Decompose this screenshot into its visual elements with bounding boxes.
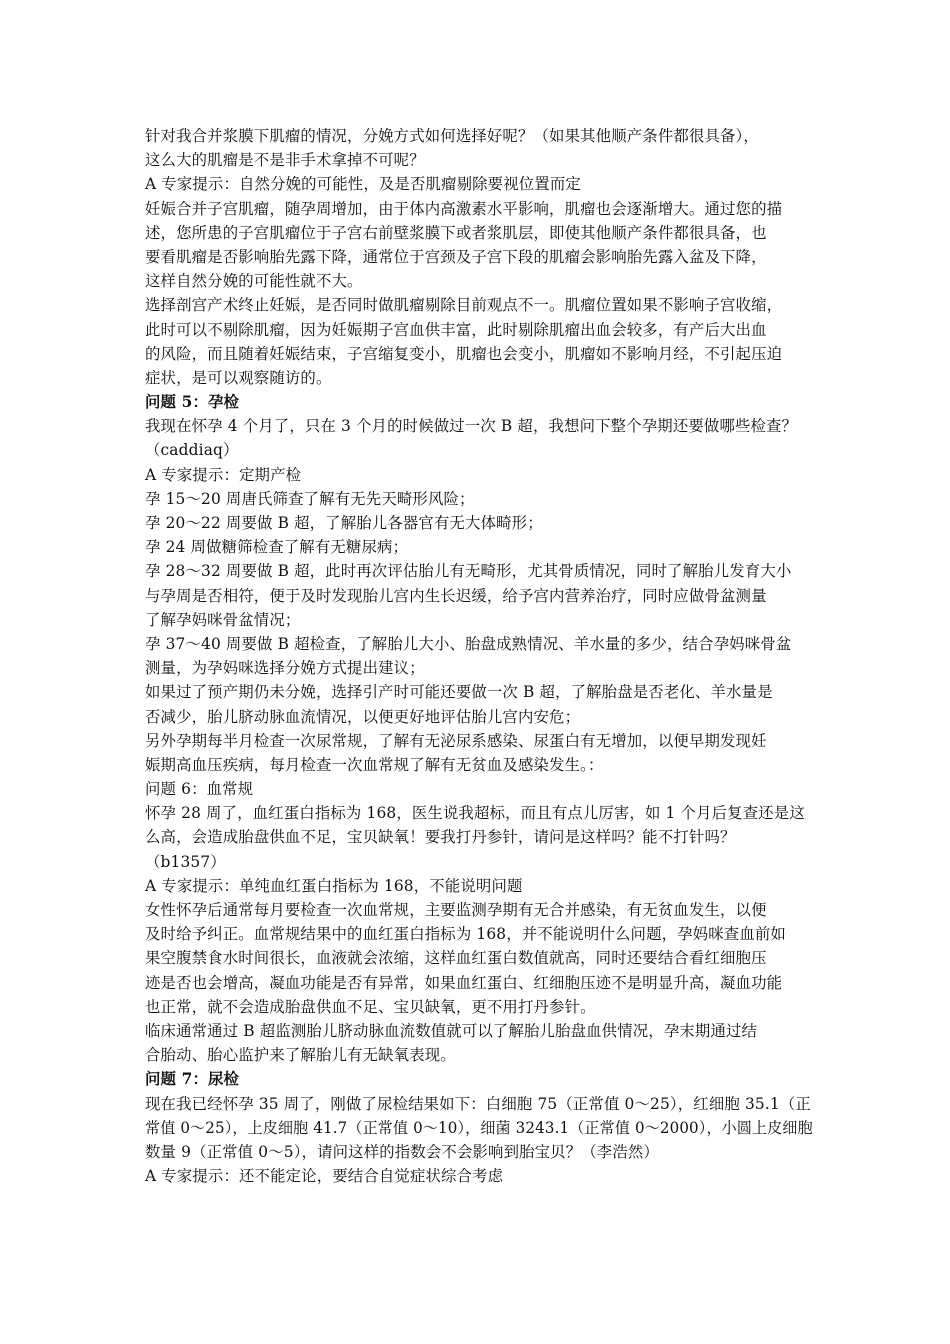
text-line: 也正常，就不会造成胎盘供血不足、宝贝缺氧，更不用打丹参针。: [145, 997, 596, 1016]
text-line: 要看肌瘤是否影响胎先露下降，通常位于宫颈及子宫下段的肌瘤会影响胎先露入盆及下降，: [145, 247, 767, 266]
text-line: 么高，会造成胎盘供血不足，宝贝缺氧！要我打丹参针，请问是这样吗？能不打针吗？: [145, 828, 736, 847]
text-line: 果空腹禁食水时间很长，血液就会浓缩，这样血红蛋白数值就高，同时还要结合看红细胞压: [145, 949, 767, 968]
text-line: 我现在怀孕 4 个月了，只在 3 个月的时候做过一次 B 超，我想问下整个孕期还要做哪些检查？: [145, 417, 798, 436]
text-line: A 专家提示：自然分娩的可能性，及是否肌瘤剔除要视位置而定: [145, 175, 581, 194]
text-line: 这样自然分娩的可能性就不大。: [145, 272, 363, 291]
text-line: A 专家提示：单纯血红蛋白指标为 168，不能说明问题: [145, 876, 523, 895]
text-line: 现在我已经怀孕 35 周了，刚做了尿检结果如下：白细胞 75（正常值 0～25），红细胞 35.1（正: [145, 1094, 811, 1113]
text-line: 了解孕妈咪骨盆情况；: [145, 610, 301, 629]
text-line: 及时给予纠正。血常规结果中的血红蛋白指标为 168，并不能说明什么问题，孕妈咪查血前如: [145, 925, 786, 944]
text-line: 孕 24 周做糖筛检查了解有无糖尿病；: [145, 538, 409, 557]
text-line: 测量，为孕妈咪选择分娩方式提出建议；: [145, 659, 425, 678]
text-line: 症状，是可以观察随访的。: [145, 368, 332, 387]
text-line: 否减少，胎儿脐动脉血流情况，以便更好地评估胎儿宫内安危；: [145, 707, 581, 726]
text-line: 合胎动、胎心监护来了解胎儿有无缺氧表现。: [145, 1046, 456, 1065]
text-line: 述，您所患的子宫肌瘤位于子宫右前壁浆膜下或者浆肌层，即使其他顺产条件都很具备，也: [145, 223, 767, 242]
text-line: 妊娠合并子宫肌瘤，随孕周增加，由于体内高激素水平影响，肌瘤也会逐渐增大。通过您的描: [145, 199, 783, 218]
text-line: 女性怀孕后通常每月要检查一次血常规，主要监测孕期有无合并感染，有无贫血发生，以便: [145, 901, 767, 919]
text-line: 孕 28～32 周要做 B 超，此时再次评估胎儿有无畸形，尤其骨质情况，同时了解胎儿发育大小: [145, 562, 792, 581]
text-line: 选择剖宫产术终止妊娠，是否同时做肌瘤剔除目前观点不一。肌瘤位置如果不影响子宫收缩，: [145, 296, 783, 315]
text-line: 娠期高血压疾病，每月检查一次血常规了解有无贫血及感染发生。：: [145, 755, 604, 774]
text-line: 怀孕 28 周了，血红蛋白指标为 168，医生说我超标，而且有点儿厉害，如 1 个月后复查还是这: [145, 804, 805, 823]
text-line: 孕 20～22 周要做 B 超，了解胎儿各器官有无大体畸形；: [145, 514, 543, 532]
text-line: （b1357）: [145, 852, 226, 871]
section-heading: 问题 5：孕检: [145, 393, 240, 412]
text-line: 这么大的肌瘤是不是非手术拿掉不可呢？: [145, 151, 425, 170]
text-line: 临床通常通过 B 超监测胎儿脐动脉血流数值就可以了解胎儿胎盘血供情况，孕末期通过结: [145, 1021, 758, 1040]
text-line: 另外孕期每半月检查一次尿常规，了解有无泌尿系感染、尿蛋白有无增加，以便早期发现妊: [145, 731, 767, 750]
document-body: [145, 124, 813, 1188]
text-line: 孕 15～20 周唐氏筛查了解有无先天畸形风险；: [145, 489, 475, 508]
text-line: 此时可以不剔除肌瘤，因为妊娠期子宫血供丰富，此时剔除肌瘤出血会较多，有产后大出血: [145, 320, 767, 339]
text-line: 迹是否也会增高，凝血功能是否有异常，如果血红蛋白、红细胞压迹不是明显升高，凝血功能: [145, 973, 783, 992]
text-line: （caddiaq）: [145, 441, 239, 460]
text-line: 数量 9（正常值 0～5），请问这样的指数会不会影响到胎宝贝？（李浩然）: [145, 1142, 659, 1161]
text-line: 针对我合并浆膜下肌瘤的情况，分娩方式如何选择好呢？（如果其他顺产条件都很具备），: [145, 127, 759, 145]
text-line: 的风险，而且随着妊娠结束，子宫缩复变小，肌瘤也会变小，肌瘤如不影响月经，不引起压迫: [145, 344, 783, 363]
text-line: A 专家提示：定期产检: [145, 465, 302, 484]
text-line: 与孕周是否相符，便于及时发现胎儿宫内生长迟缓，给予宫内营养治疗，同时应做骨盆测量: [145, 586, 767, 605]
section-heading: 问题 7：尿检: [145, 1070, 240, 1089]
text-line: 如果过了预产期仍未分娩，选择引产时可能还要做一次 B 超，了解胎盘是否老化、羊水量是: [145, 683, 773, 702]
text-line: 常值 0～25），上皮细胞 41.7（正常值 0～10），细菌 3243.1（正常值 0～2000），小圆上皮细胞: [145, 1118, 813, 1137]
text-line: 问题 6：血常规: [145, 780, 254, 799]
text-line: A 专家提示：还不能定论，要结合自觉症状综合考虑: [145, 1167, 504, 1186]
text-line: 孕 37～40 周要做 B 超检查，了解胎儿大小、胎盘成熟情况、羊水量的多少，结合孕妈咪骨盆: [145, 634, 792, 653]
